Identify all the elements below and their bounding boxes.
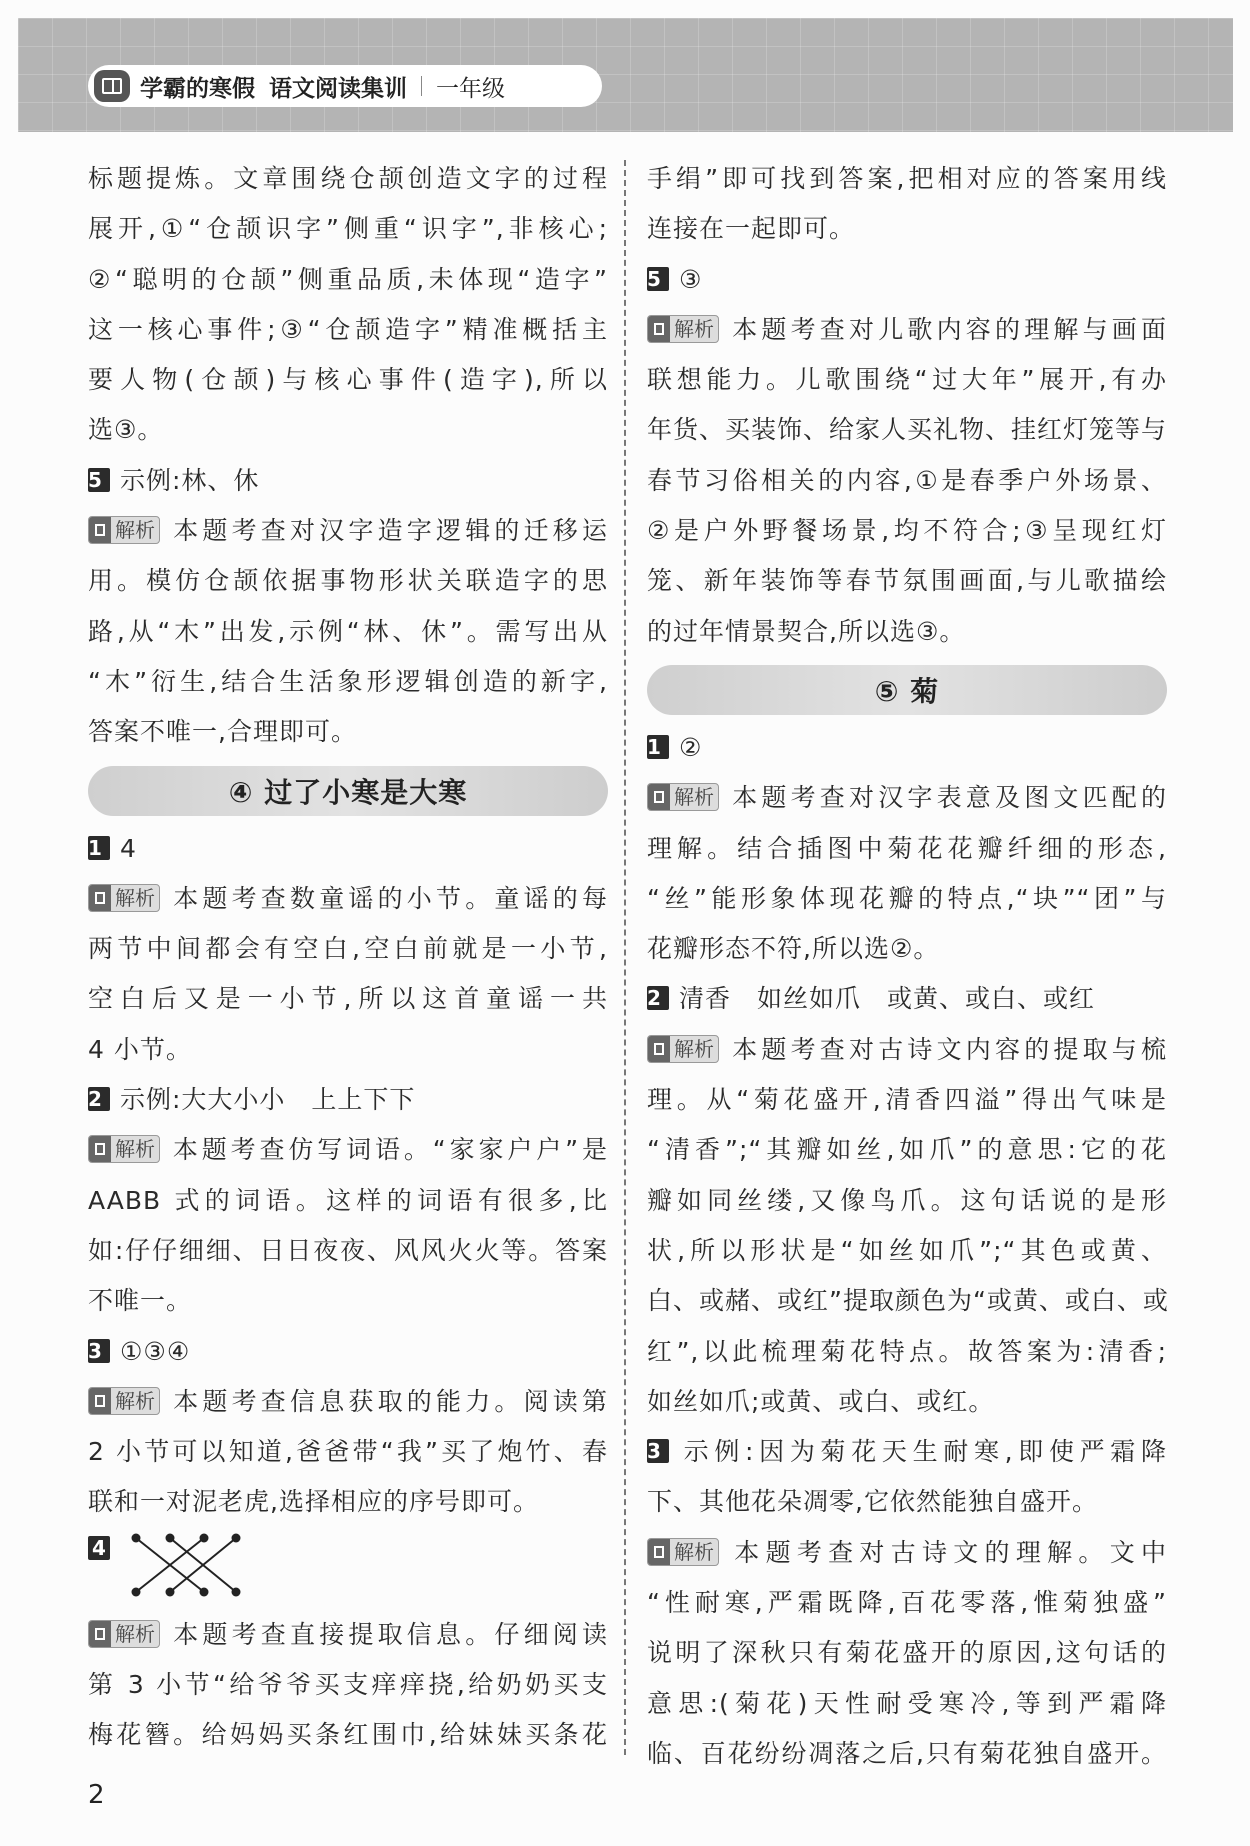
- text-line: [647, 1226, 1167, 1276]
- line-text: 选③。: [88, 415, 164, 445]
- analysis-label: 解析: [674, 1539, 714, 1564]
- text-line: [88, 707, 608, 757]
- text-line: [88, 405, 608, 455]
- line-text: ③: [679, 264, 703, 294]
- analysis-badge: [88, 1135, 160, 1163]
- line-text: 4: [120, 833, 137, 863]
- match-dot: [166, 1587, 175, 1596]
- book-icon: [94, 70, 130, 102]
- line-text: 笼、新年装饰等春节氛围画面,与儿歌描绘: [647, 566, 1167, 596]
- text-line: [647, 1578, 1167, 1628]
- line-text: 如:仔仔细细、日日夜夜、风风火火等。答案: [88, 1235, 608, 1265]
- matching-diagram: [88, 1528, 608, 1610]
- analysis-icon: [89, 1388, 111, 1414]
- line-text: 下、其他花朵凋零,它依然能独自盛开。: [647, 1487, 1098, 1517]
- section-header: ⑤ 菊: [647, 665, 1167, 715]
- line-text: 示例:因为菊花天生耐寒,即使严霜降: [679, 1437, 1167, 1467]
- text-line: [88, 556, 608, 606]
- line-text: 本题考查仿写词语。“家家户户”是: [170, 1135, 608, 1165]
- question-number-badge: 5: [647, 267, 669, 291]
- text-line: [88, 1610, 608, 1660]
- line-text: 两节中间都会有空白,空白前就是一小节,: [88, 934, 608, 964]
- text-line: [647, 1427, 1167, 1477]
- text-line: [647, 773, 1167, 823]
- line-text: 联想能力。儿歌围绕“过大年”展开,有办: [647, 365, 1167, 395]
- match-dot: [232, 1533, 241, 1542]
- line-text: 白、或赭、或红”提取颜色为“或黄、或白、或: [647, 1286, 1169, 1316]
- text-line: [88, 1327, 608, 1377]
- text-line: [647, 1075, 1167, 1125]
- analysis-label: 解析: [674, 316, 714, 341]
- text-line: [647, 1276, 1167, 1326]
- match-dot: [200, 1587, 209, 1596]
- analysis-label: 解析: [674, 1036, 714, 1061]
- title-separator: [421, 76, 422, 96]
- text-line: [647, 1528, 1167, 1578]
- line-text: AABB 式的词语。这样的词语有很多,比: [88, 1185, 608, 1215]
- line-text: 路,从“木”出发,示例“林、休”。需写出从: [88, 616, 608, 646]
- text-line: [88, 924, 608, 974]
- analysis-badge: [88, 884, 160, 912]
- question-number-badge: 1: [647, 735, 669, 759]
- page-number: 2: [88, 1780, 105, 1810]
- grade-label: 一年级: [436, 75, 505, 102]
- text-line: [647, 506, 1167, 556]
- line-text: 的过年情景契合,所以选③。: [647, 616, 966, 646]
- line-text: 标题提炼。文章围绕仓颉创造文字的过程: [88, 164, 608, 193]
- analysis-icon: [89, 517, 111, 543]
- section-header: ④ 过了小寒是大寒: [88, 766, 608, 816]
- line-text: “性耐寒,严霜既降,百花零落,惟菊独盛”: [647, 1588, 1167, 1618]
- text-line: [88, 1125, 608, 1175]
- question-number-badge: 3: [647, 1439, 669, 1463]
- line-text: 本题考查对汉字造字逻辑的迁移运: [170, 516, 608, 546]
- text-line: [647, 824, 1167, 874]
- text-line: [647, 355, 1167, 405]
- text-line: [647, 1729, 1167, 1779]
- text-line: [647, 1477, 1167, 1527]
- text-line: [88, 355, 608, 405]
- text-line: [647, 556, 1167, 606]
- line-text: 本题考查对古诗文内容的提取与梳: [729, 1034, 1167, 1064]
- analysis-icon: [648, 316, 670, 342]
- analysis-label: 解析: [115, 1388, 155, 1413]
- text-line: [88, 1477, 608, 1527]
- analysis-label: 解析: [115, 885, 155, 910]
- text-line: [647, 723, 1167, 773]
- line-text: 展开,①“仓颉识字”侧重“识字”,非核心;: [88, 214, 608, 244]
- question-number-badge: 3: [88, 1339, 110, 1363]
- text-line: [647, 255, 1167, 305]
- line-text: “丝”能形象体现花瓣的特点,“块”“团”与: [647, 883, 1167, 913]
- question-number-badge: 5: [88, 468, 110, 492]
- line-text: 理。从“菊花盛开,清香四溢”得出气味是: [647, 1085, 1167, 1115]
- subject-title: 语文阅读集训: [269, 75, 407, 102]
- line-text: 本题考查对汉字表意及图文匹配的: [729, 783, 1167, 813]
- matching-lines: [118, 1528, 318, 1604]
- text-line: [647, 154, 1167, 204]
- text-line: [88, 1025, 608, 1075]
- line-text: 本题考查数童谣的小节。童谣的每: [170, 883, 608, 913]
- analysis-icon: [89, 1136, 111, 1162]
- analysis-badge: [647, 1538, 719, 1566]
- text-line: [647, 1176, 1167, 1226]
- analysis-icon: [89, 885, 111, 911]
- text-line: [88, 874, 608, 924]
- text-line: [88, 1075, 608, 1125]
- line-text: 答案不唯一,合理即可。: [88, 717, 357, 747]
- analysis-badge: [88, 1620, 160, 1648]
- text-line: [647, 1679, 1167, 1729]
- line-text: 春节习俗相关的内容,①是春季户外场景、: [647, 465, 1167, 495]
- analysis-label: 解析: [115, 1137, 155, 1162]
- line-text: ②是户外野餐场景,均不符合;③呈现红灯: [647, 516, 1167, 546]
- line-text: ②: [679, 732, 703, 762]
- line-text: “清香”;“其瓣如丝,如爪”的意思:它的花: [647, 1135, 1167, 1165]
- text-line: [88, 456, 608, 506]
- line-text: 清香 如丝如爪 或黄、或白、或红: [679, 984, 1096, 1014]
- text-line: [88, 255, 608, 305]
- line-text: 状,所以形状是“如丝如爪”;“其色或黄、: [647, 1235, 1167, 1265]
- line-text: 4 小节。: [88, 1034, 192, 1064]
- line-text: 示例:大大小小 上上下下: [120, 1085, 416, 1115]
- text-line: [88, 1176, 608, 1226]
- match-dot: [200, 1533, 209, 1542]
- text-line: [647, 305, 1167, 355]
- text-line: [88, 607, 608, 657]
- text-line: [647, 607, 1167, 657]
- line-text: ②“聪明的仓颉”侧重品质,未体现“造字”: [88, 264, 608, 294]
- line-text: 红”,以此梳理菊花特点。故答案为:清香;: [647, 1336, 1167, 1366]
- analysis-badge: [88, 516, 160, 544]
- line-text: 如丝如爪;或黄、或白、或红。: [647, 1386, 995, 1416]
- line-text: 理解。结合插图中菊花花瓣纤细的形态,: [647, 833, 1167, 863]
- line-text: 要人物(仓颉)与核心事件(造字),所以: [88, 365, 608, 395]
- match-dot: [232, 1587, 241, 1596]
- line-text: 连接在一起即可。: [647, 214, 856, 244]
- match-dot: [132, 1533, 141, 1542]
- column-divider: [624, 160, 626, 1755]
- text-line: [88, 1377, 608, 1427]
- text-line: [88, 305, 608, 355]
- line-text: 本题考查信息获取的能力。阅读第: [170, 1386, 608, 1416]
- text-line: [647, 456, 1167, 506]
- text-line: [88, 1226, 608, 1276]
- line-text: 示例:林、休: [120, 465, 260, 495]
- line-text: 本题考查对古诗文的理解。文中: [729, 1537, 1167, 1567]
- text-line: [88, 1427, 608, 1477]
- line-text: 梅花簪。给妈妈买条红围巾,给妹妹买条花: [88, 1720, 608, 1750]
- text-line: [88, 1710, 608, 1760]
- analysis-badge: [647, 315, 719, 343]
- text-line: [88, 204, 608, 254]
- text-line: [647, 204, 1167, 254]
- analysis-icon: [648, 784, 670, 810]
- analysis-badge: [647, 1035, 719, 1063]
- analysis-label: 解析: [115, 1621, 155, 1646]
- text-line: [647, 1377, 1167, 1427]
- series-title: 学霸的寒假: [140, 75, 255, 102]
- line-text: 第 3 小节“给爷爷买支痒痒挠,给奶奶买支: [88, 1670, 608, 1700]
- text-line: [88, 974, 608, 1024]
- analysis-icon: [89, 1621, 111, 1647]
- line-text: 意思:(菊花)天性耐受寒冷,等到严霜降: [647, 1688, 1167, 1718]
- text-line: [88, 1276, 608, 1326]
- question-number-badge: 1: [88, 836, 110, 860]
- line-text: 本题考查直接提取信息。仔细阅读: [170, 1619, 608, 1649]
- line-text: 年货、买装饰、给家人买礼物、挂红灯笼等与: [647, 415, 1168, 445]
- question-number-badge: 2: [88, 1087, 110, 1111]
- text-line: [88, 506, 608, 556]
- question-number-badge: 2: [647, 986, 669, 1010]
- match-dot: [132, 1587, 141, 1596]
- line-text: 说明了深秋只有菊花盛开的原因,这句话的: [647, 1638, 1167, 1668]
- line-text: 手绢”即可找到答案,把相对应的答案用线: [647, 164, 1167, 193]
- book-title-pill: [88, 65, 602, 107]
- analysis-badge: [88, 1387, 160, 1415]
- line-text: ①③④: [120, 1336, 191, 1366]
- text-line: [88, 657, 608, 707]
- line-text: 不唯一。: [88, 1286, 193, 1316]
- text-line: [88, 154, 608, 204]
- text-line: [647, 974, 1167, 1024]
- match-dot: [166, 1533, 175, 1542]
- text-line: [647, 405, 1167, 455]
- analysis-label: 解析: [674, 785, 714, 810]
- line-text: “木”衍生,结合生活象形逻辑创造的新字,: [88, 666, 608, 696]
- text-line: [647, 1025, 1167, 1075]
- text-line: [647, 1125, 1167, 1175]
- line-text: 联和一对泥老虎,选择相应的序号即可。: [88, 1487, 539, 1517]
- line-text: 瓣如同丝缕,又像鸟爪。这句话说的是形: [647, 1185, 1167, 1215]
- analysis-label: 解析: [115, 518, 155, 543]
- analysis-icon: [648, 1036, 670, 1062]
- line-text: 2 小节可以知道,爸爸带“我”买了炮竹、春: [88, 1437, 608, 1467]
- line-text: 本题考查对儿歌内容的理解与画面: [729, 314, 1167, 344]
- line-text: 临、百花纷纷凋落之后,只有菊花独自盛开。: [647, 1738, 1167, 1768]
- line-text: 空白后又是一小节,所以这首童谣一共: [88, 984, 608, 1014]
- text-line: [647, 874, 1167, 924]
- right-column: [647, 154, 1167, 1779]
- question-number-badge: 4: [88, 1536, 110, 1560]
- analysis-icon: [648, 1539, 670, 1565]
- line-text: 花瓣形态不符,所以选②。: [647, 934, 940, 964]
- analysis-badge: [647, 783, 719, 811]
- text-line: [647, 1628, 1167, 1678]
- text-line: [88, 1660, 608, 1710]
- left-column: [88, 154, 608, 1761]
- text-line: [88, 824, 608, 874]
- line-text: 这一核心事件;③“仓颉造字”精准概括主: [88, 314, 608, 344]
- text-line: [647, 924, 1167, 974]
- line-text: 用。模仿仓颉依据事物形状关联造字的思: [88, 566, 608, 596]
- text-line: [647, 1327, 1167, 1377]
